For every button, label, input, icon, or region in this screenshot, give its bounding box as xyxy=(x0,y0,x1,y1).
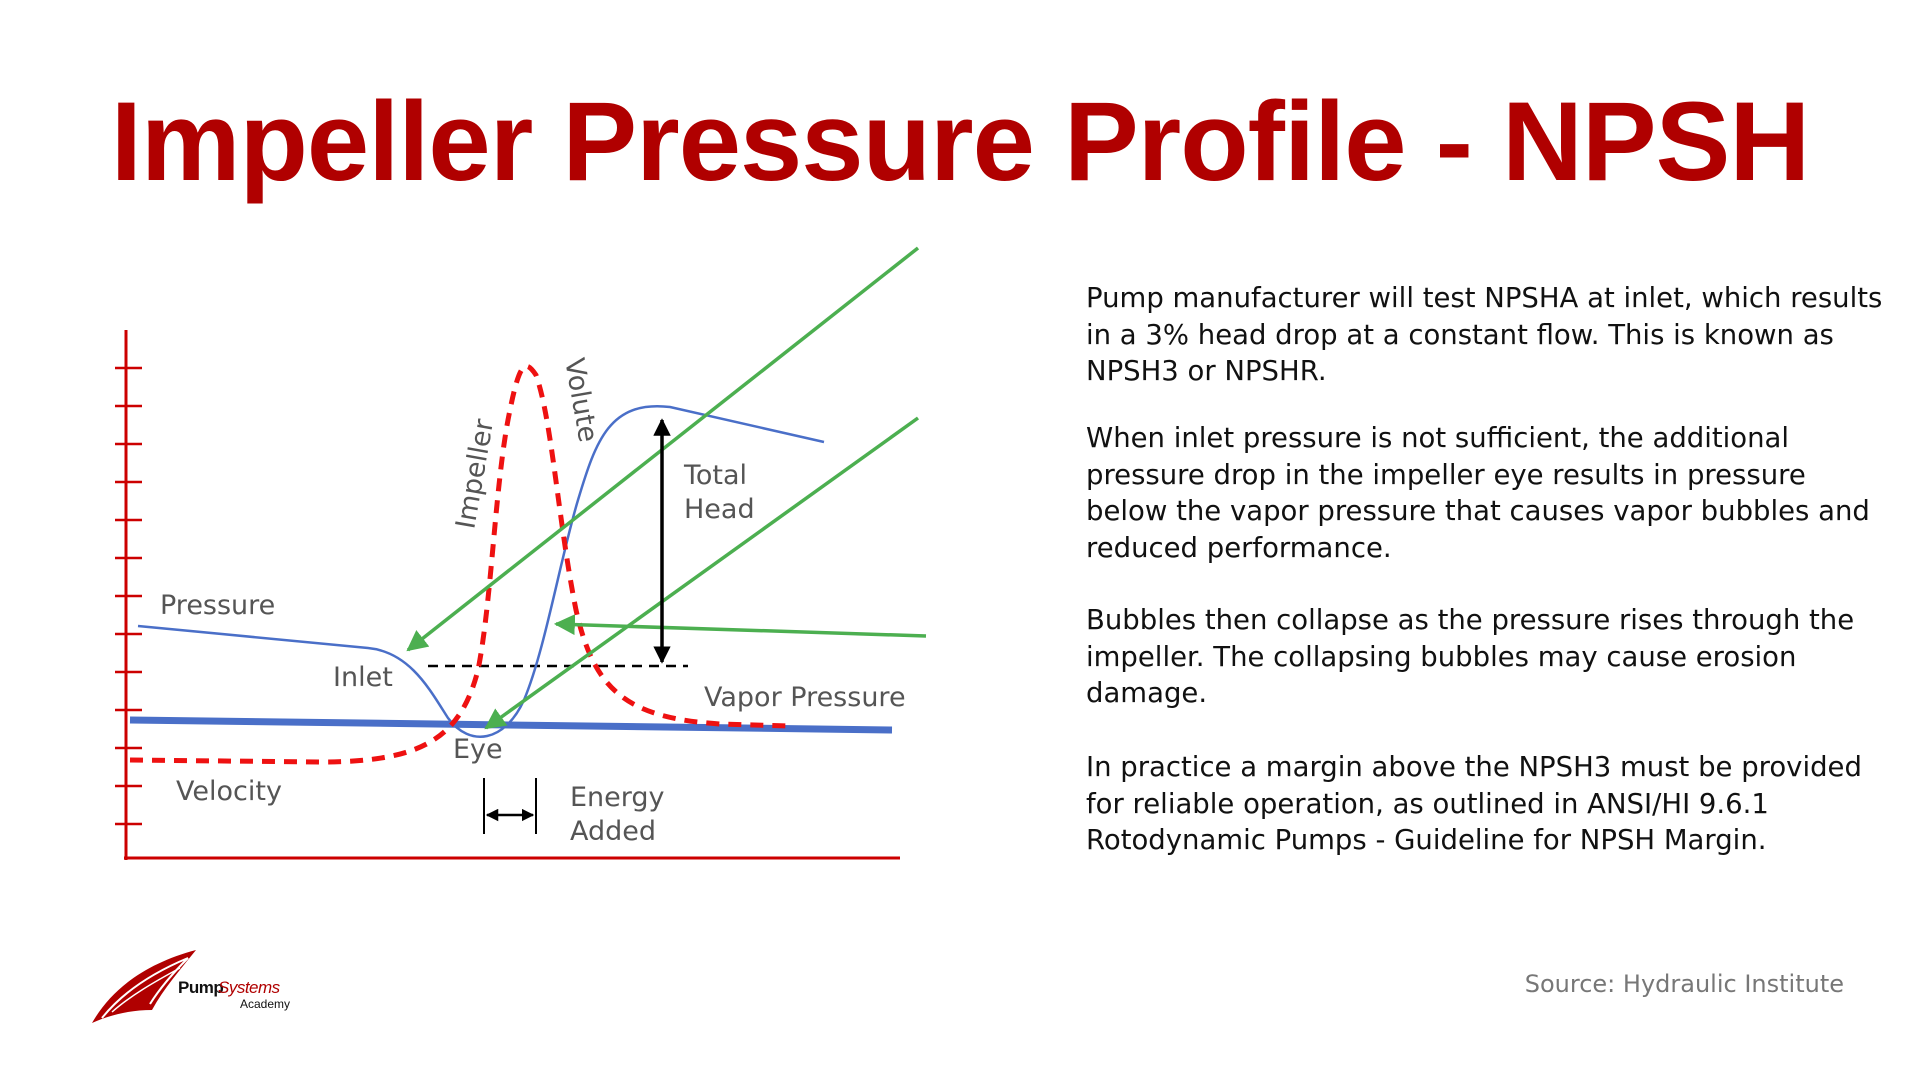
impeller-label: Impeller xyxy=(450,416,501,532)
logo-text-systems: Systems xyxy=(218,978,280,997)
pump-systems-academy-logo xyxy=(92,948,312,1028)
npsh-diagram xyxy=(0,0,1060,880)
volute-label: Volute xyxy=(558,355,604,445)
logo-text-pump: Pump xyxy=(178,978,224,997)
y-axis xyxy=(115,330,142,860)
energy-added-label-line1: Energy xyxy=(570,782,665,813)
total-head-label-line1: Total xyxy=(684,460,748,491)
paragraph-insufficient-pressure: When inlet pressure is not sufficient, the additional pressure drop in the impeller eye results in pressure below the vapor pressure that causes vapor bubbles and reduced performance. xyxy=(1086,422,1870,564)
energy-added-label-line2: Added xyxy=(570,816,657,847)
total-head-label-line2: Head xyxy=(684,494,755,525)
velocity-label: Velocity xyxy=(176,776,282,807)
page-title: Impeller Pressure Profile - NPSH xyxy=(110,79,1810,204)
vapor-pressure-label: Vapor Pressure xyxy=(704,682,906,713)
eye-label: Eye xyxy=(453,734,503,765)
paragraph-npsh-margin: In practice a margin above the NPSH3 must be provided for reliable operation, as outlined in ANSI/HI 9.6.1 Rotodynamic Pumps - Guideline for NPSH Margin. xyxy=(1086,751,1862,856)
source-credit: Source: Hydraulic Institute xyxy=(1524,970,1844,998)
pressure-label: Pressure xyxy=(160,590,276,621)
inlet-label: Inlet xyxy=(333,662,393,693)
paragraph-npsh3: Pump manufacturer will test NPSHA at inlet, which results in a 3% head drop at a constant flow. This is known as NPSH3 or NPSHR. xyxy=(1086,282,1883,387)
energy-added-dimension xyxy=(484,778,536,834)
paragraph-bubble-collapse: Bubbles then collapse as the pressure rises through the impeller. The collapsing bubbles may cause erosion damage. xyxy=(1086,604,1855,709)
npsh-arrow-horizontal xyxy=(556,624,926,636)
logo-text-academy: Academy xyxy=(240,997,291,1011)
